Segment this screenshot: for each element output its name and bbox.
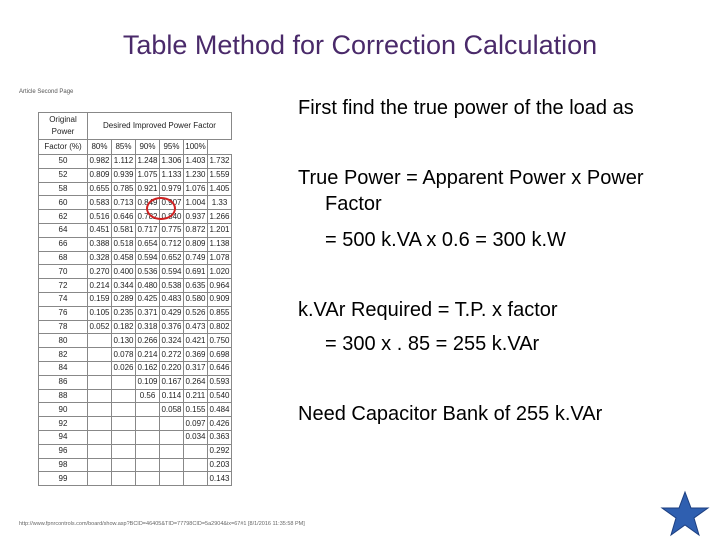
table-cell: 0.473 — [184, 320, 208, 334]
table-cell: 0.318 — [136, 320, 160, 334]
table-cell: 0.317 — [184, 361, 208, 375]
table-header-cell: 95% — [160, 140, 184, 155]
table-cell: 0.785 — [112, 182, 136, 196]
table-cell: 0.655 — [88, 182, 112, 196]
table-cell: 52 — [39, 168, 88, 182]
table-row — [39, 458, 232, 472]
table-cell: 0.518 — [112, 237, 136, 251]
table-row — [39, 306, 232, 320]
table-cell — [112, 403, 136, 417]
table-cell: 0.713 — [112, 196, 136, 210]
table-cell: 0.264 — [184, 375, 208, 389]
table-cell: 0.211 — [184, 389, 208, 403]
table-cell — [160, 444, 184, 458]
table-cell: 1.403 — [184, 155, 208, 169]
table-cell: 0.400 — [112, 265, 136, 279]
table-cell — [88, 389, 112, 403]
table-row — [39, 320, 232, 334]
table-cell: 0.078 — [112, 348, 136, 362]
table-cell: 1.078 — [208, 251, 232, 265]
table-row — [39, 265, 232, 279]
table-cell: 0.058 — [160, 403, 184, 417]
table-cell: 0.775 — [160, 223, 184, 237]
table-cell: 1.732 — [208, 155, 232, 169]
table-cell: 0.214 — [136, 348, 160, 362]
table-row — [39, 444, 232, 458]
table-cell: 0.266 — [136, 334, 160, 348]
table-cell: 0.363 — [208, 430, 232, 444]
table-cell — [184, 458, 208, 472]
table-row — [39, 210, 232, 224]
table-cell — [112, 417, 136, 431]
formula-true-power: True Power = Apparent Power x Power — [298, 167, 644, 189]
table-cell — [112, 444, 136, 458]
table-cell — [160, 458, 184, 472]
table-cell: 0.593 — [208, 375, 232, 389]
table-cell: 1.248 — [136, 155, 160, 169]
table-cell: 1.201 — [208, 223, 232, 237]
table-cell: 0.052 — [88, 320, 112, 334]
table-row — [39, 361, 232, 375]
table-row — [39, 417, 232, 431]
table-cell: 58 — [39, 182, 88, 196]
table-cell: 50 — [39, 155, 88, 169]
table-row — [39, 251, 232, 265]
table-cell: 0.907 — [160, 196, 184, 210]
table-cell: 0.712 — [160, 237, 184, 251]
table-cell: 0.646 — [112, 210, 136, 224]
table-cell: 1.33 — [208, 196, 232, 210]
table-cell: 0.536 — [136, 265, 160, 279]
highlight-circle — [146, 197, 176, 220]
table-cell — [160, 430, 184, 444]
table-cell — [112, 472, 136, 486]
table-cell: 0.849 — [136, 196, 160, 210]
table-cell: 0.937 — [184, 210, 208, 224]
table-cell: 1.306 — [160, 155, 184, 169]
table-cell — [160, 472, 184, 486]
table-cell: 0.802 — [208, 320, 232, 334]
table-cell: 92 — [39, 417, 88, 431]
table-cell: 0.376 — [160, 320, 184, 334]
table-cell: 0.214 — [88, 279, 112, 293]
table-cell: 0.388 — [88, 237, 112, 251]
table-cell: 0.162 — [136, 361, 160, 375]
table-header-row — [39, 113, 232, 140]
table-row — [39, 237, 232, 251]
table-cell: 0.425 — [136, 292, 160, 306]
table-cell: 60 — [39, 196, 88, 210]
table-cell: 0.480 — [136, 279, 160, 293]
table-cell: 1.138 — [208, 237, 232, 251]
table-cell: 0.909 — [208, 292, 232, 306]
table-header-cell: Desired Improved Power Factor — [88, 113, 232, 140]
table-cell: 0.594 — [136, 251, 160, 265]
table-row — [39, 182, 232, 196]
table-cell: 1.075 — [136, 168, 160, 182]
table-header-cell: 90% — [136, 140, 160, 155]
scan-footer-url: http://www.fpnrcontrols.com/board/show.asp?BCID=46405&TID=77798CID=5a2904&ix=67#1 [8/1/2016 11:35:58 PM] — [19, 521, 305, 527]
table-cell: 72 — [39, 279, 88, 293]
table-cell — [88, 430, 112, 444]
table-row — [39, 348, 232, 362]
table-cell: 0.652 — [160, 251, 184, 265]
table-cell — [160, 417, 184, 431]
table-cell: 70 — [39, 265, 88, 279]
table-cell: 1.076 — [184, 182, 208, 196]
formula-true-power-cont: Factor — [325, 193, 382, 215]
table-cell — [88, 417, 112, 431]
table-cell: 68 — [39, 251, 88, 265]
table-cell: 1.230 — [184, 168, 208, 182]
table-cell: 0.426 — [208, 417, 232, 431]
table-cell: 0.483 — [160, 292, 184, 306]
table-cell — [136, 430, 160, 444]
kvar-result: = 300 x . 85 = 255 k.VAr — [325, 333, 540, 355]
table-cell: 0.289 — [112, 292, 136, 306]
table-cell: 0.526 — [184, 306, 208, 320]
table-cell: 0.324 — [160, 334, 184, 348]
formula-kvar-required: k.VAr Required = T.P. x factor — [298, 299, 558, 321]
table-cell: 0.429 — [160, 306, 184, 320]
table-cell: 0.369 — [184, 348, 208, 362]
table-cell: 64 — [39, 223, 88, 237]
table-cell: 1.559 — [208, 168, 232, 182]
table-header-row — [39, 140, 232, 155]
table-cell: 0.159 — [88, 292, 112, 306]
table-cell — [88, 375, 112, 389]
table-cell: 96 — [39, 444, 88, 458]
table-cell: 0.809 — [184, 237, 208, 251]
table-row — [39, 389, 232, 403]
table-cell: 0.717 — [136, 223, 160, 237]
table-cell: 82 — [39, 348, 88, 362]
table-cell: 94 — [39, 430, 88, 444]
table-cell: 99 — [39, 472, 88, 486]
table-cell: 0.220 — [160, 361, 184, 375]
table-cell — [112, 458, 136, 472]
table-cell — [112, 430, 136, 444]
table-cell: 62 — [39, 210, 88, 224]
table-row — [39, 403, 232, 417]
table-cell — [88, 361, 112, 375]
table-cell — [136, 472, 160, 486]
table-cell: 0.458 — [112, 251, 136, 265]
table-cell: 0.026 — [112, 361, 136, 375]
table-cell: 0.56 — [136, 389, 160, 403]
table-cell: 0.538 — [160, 279, 184, 293]
table-row — [39, 155, 232, 169]
table-header-cell: 80% — [88, 140, 112, 155]
table-cell: 0.964 — [208, 279, 232, 293]
table-cell: 0.203 — [208, 458, 232, 472]
table-cell: 0.114 — [160, 389, 184, 403]
table-cell: 0.328 — [88, 251, 112, 265]
table-cell: 0.540 — [208, 389, 232, 403]
table-cell: 0.583 — [88, 196, 112, 210]
table-row — [39, 223, 232, 237]
capacitor-bank-conclusion: Need Capacitor Bank of 255 k.VAr — [298, 403, 603, 425]
table-header-cell: Factor (%) — [39, 140, 88, 155]
table-header-cell: Original Power — [39, 113, 88, 140]
table-row — [39, 196, 232, 210]
table-cell: 0.130 — [112, 334, 136, 348]
table-cell: 0.109 — [136, 375, 160, 389]
table-cell: 88 — [39, 389, 88, 403]
table-cell: 78 — [39, 320, 88, 334]
table-cell: 1.004 — [184, 196, 208, 210]
table-cell: 0.646 — [208, 361, 232, 375]
table-cell — [88, 472, 112, 486]
table-cell: 0.749 — [184, 251, 208, 265]
table-cell: 0.939 — [112, 168, 136, 182]
table-cell: 1.020 — [208, 265, 232, 279]
table-row — [39, 292, 232, 306]
table-cell: 0.167 — [160, 375, 184, 389]
table-cell: 0.921 — [136, 182, 160, 196]
table-header-cell: 100% — [184, 140, 208, 155]
table-cell: 0.270 — [88, 265, 112, 279]
slide-title: Table Method for Correction Calculation — [122, 30, 598, 60]
table-cell: 86 — [39, 375, 88, 389]
table-cell: 0.635 — [184, 279, 208, 293]
table-row — [39, 168, 232, 182]
table-cell — [136, 417, 160, 431]
table-cell: 0.371 — [136, 306, 160, 320]
table-cell: 84 — [39, 361, 88, 375]
table-cell — [88, 403, 112, 417]
table-row — [39, 472, 232, 486]
table-cell: 0.581 — [112, 223, 136, 237]
table-cell: 0.750 — [208, 334, 232, 348]
table-cell — [184, 472, 208, 486]
scan-header-text: Article Second Page — [19, 89, 74, 95]
table-cell: 76 — [39, 306, 88, 320]
table-cell: 0.235 — [112, 306, 136, 320]
table-cell: 0.782 — [136, 210, 160, 224]
table-cell — [136, 444, 160, 458]
table-cell: 98 — [39, 458, 88, 472]
table-cell: 0.691 — [184, 265, 208, 279]
table-cell: 66 — [39, 237, 88, 251]
table-cell: 0.421 — [184, 334, 208, 348]
table-cell: 0.272 — [160, 348, 184, 362]
table-row — [39, 279, 232, 293]
table-cell: 0.698 — [208, 348, 232, 362]
table-cell — [88, 444, 112, 458]
table-cell: 1.266 — [208, 210, 232, 224]
table-cell: 74 — [39, 292, 88, 306]
table-cell — [136, 403, 160, 417]
power-factor-table — [38, 112, 232, 486]
table-row — [39, 430, 232, 444]
table-cell: 0.872 — [184, 223, 208, 237]
table-cell: 0.484 — [208, 403, 232, 417]
star-icon[interactable] — [660, 490, 710, 538]
step-true-power-intro: First find the true power of the load as — [298, 97, 634, 119]
table-cell: 0.105 — [88, 306, 112, 320]
table-cell: 0.182 — [112, 320, 136, 334]
table-row — [39, 334, 232, 348]
table-cell: 0.809 — [88, 168, 112, 182]
table-cell: 0.580 — [184, 292, 208, 306]
table-cell — [88, 334, 112, 348]
table-cell — [88, 458, 112, 472]
table-cell — [184, 444, 208, 458]
table-cell: 0.979 — [160, 182, 184, 196]
table-cell: 0.292 — [208, 444, 232, 458]
table-cell — [88, 348, 112, 362]
power-factor-table-image — [38, 112, 232, 486]
table-cell — [112, 389, 136, 403]
table-cell: 80 — [39, 334, 88, 348]
table-cell: 0.451 — [88, 223, 112, 237]
table-cell: 0.516 — [88, 210, 112, 224]
table-cell: 1.405 — [208, 182, 232, 196]
table-cell: 90 — [39, 403, 88, 417]
table-cell: 0.344 — [112, 279, 136, 293]
table-cell: 1.133 — [160, 168, 184, 182]
table-cell: 0.982 — [88, 155, 112, 169]
table-cell: 1.112 — [112, 155, 136, 169]
table-cell: 0.155 — [184, 403, 208, 417]
true-power-result: = 500 k.VA x 0.6 = 300 k.W — [325, 229, 566, 251]
table-cell: 0.143 — [208, 472, 232, 486]
table-header-cell: 85% — [112, 140, 136, 155]
table-cell: 0.654 — [136, 237, 160, 251]
table-cell: 0.594 — [160, 265, 184, 279]
table-cell — [112, 375, 136, 389]
table-cell: 0.855 — [208, 306, 232, 320]
table-cell: 0.097 — [184, 417, 208, 431]
table-cell: 0.840 — [160, 210, 184, 224]
table-cell — [136, 458, 160, 472]
table-row — [39, 375, 232, 389]
table-cell: 0.034 — [184, 430, 208, 444]
